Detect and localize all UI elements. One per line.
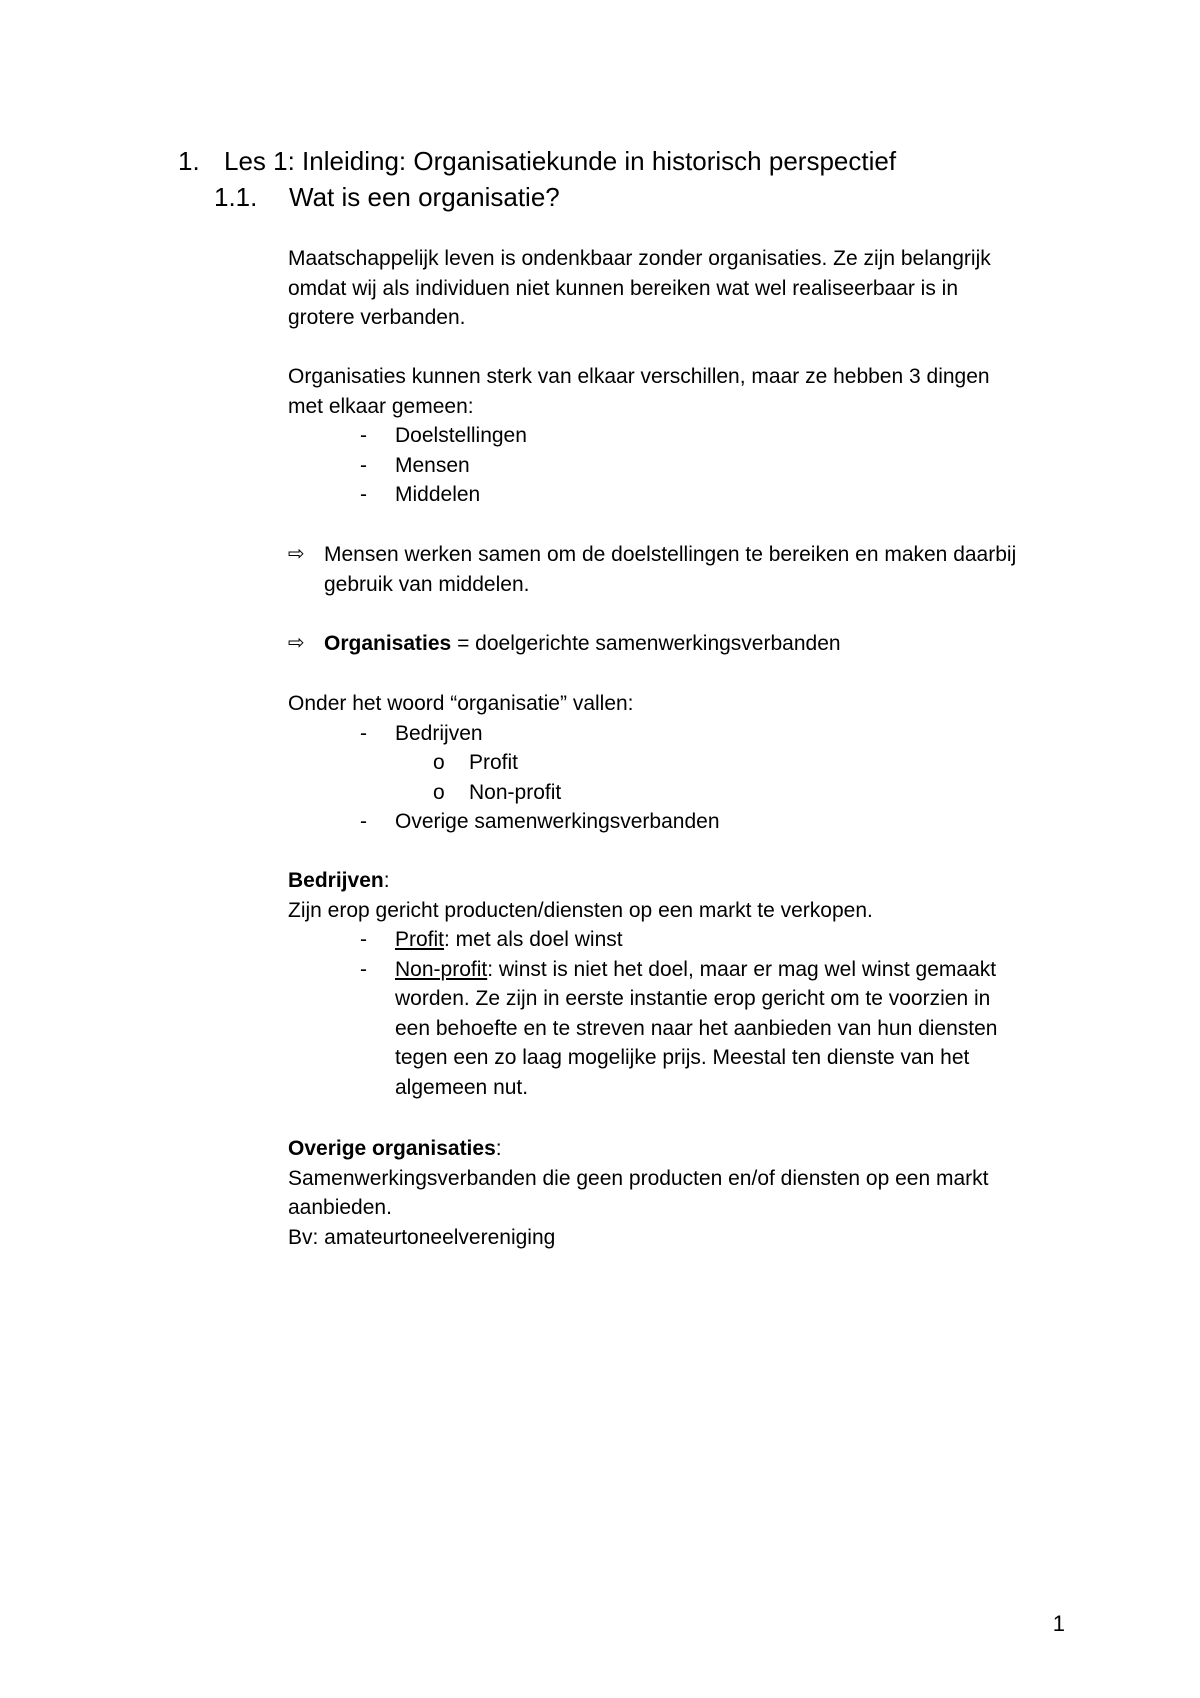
arrow-item — [288, 540, 1088, 599]
page-number: 1 — [1052, 1611, 1065, 1636]
heading-2-number: 1.1. — [214, 182, 258, 212]
arrow-right-icon: ⇨ — [288, 632, 305, 654]
overige-section — [288, 1134, 1088, 1252]
list-item-label: Doelstellingen — [395, 424, 527, 447]
dash-bullet-icon: - — [360, 483, 367, 506]
intro-line: Maatschappelijk leven is ondenkbaar zonder organisaties. Ze zijn belangrijk — [288, 247, 991, 270]
nonprofit-term: Non-profit — [395, 957, 488, 981]
dash-bullet-icon: - — [360, 928, 367, 951]
types-list — [288, 719, 1088, 837]
list-item-label: Bedrijven — [395, 721, 483, 745]
dash-bullet-icon: - — [360, 810, 367, 833]
overige-line: aanbieden. — [288, 1196, 392, 1219]
sub-list-item-label: Profit — [469, 751, 519, 774]
circle-bullet-icon: o — [433, 780, 445, 804]
nonprofit-line: een behoefte en te streven naar het aanbieden van hun diensten — [395, 1016, 998, 1040]
list-item — [288, 480, 1088, 510]
list-item — [288, 719, 1088, 749]
nonprofit-line: tegen een zo laag mogelijke prijs. Meestal ten dienste van het — [395, 1046, 970, 1069]
list-item — [288, 955, 1088, 1103]
common-line: Organisaties kunnen sterk van elkaar verschillen, maar ze hebben 3 dingen — [288, 365, 990, 388]
circle-bullet-icon: o — [433, 751, 445, 774]
bedrijven-list — [288, 925, 1088, 1102]
nonprofit-text: : winst is niet het doel, maar er mag wel winst gemaakt — [487, 957, 997, 981]
dash-bullet-icon: - — [360, 424, 367, 447]
dash-bullet-icon: - — [360, 957, 367, 981]
dash-bullet-icon: - — [360, 721, 367, 745]
sub-list-item — [288, 748, 1088, 778]
bedrijven-heading: Bedrijven — [288, 869, 384, 892]
intro-line: omdat wij als individuen niet kunnen bereiken wat wel realiseerbaar is in — [288, 276, 959, 300]
conclusion-line: gebruik van middelen. — [324, 572, 530, 596]
section-heading — [288, 866, 1088, 896]
common-list — [288, 421, 1088, 510]
conclusion-2 — [288, 629, 1088, 659]
list-item — [288, 807, 1088, 837]
common-paragraph — [288, 362, 1088, 510]
intro-line: grotere verbanden. — [288, 306, 466, 329]
list-item — [288, 451, 1088, 481]
conclusion-1 — [288, 540, 1088, 599]
profit-text: : met als doel winst — [444, 928, 623, 951]
heading-colon: : — [495, 1137, 502, 1160]
list-item-label: Overige samenwerkingsverbanden — [395, 810, 720, 833]
profit-line — [395, 925, 1088, 955]
list-item — [288, 421, 1088, 451]
bedrijven-line: Zijn erop gericht producten/diensten op een markt te verkopen. — [288, 898, 873, 922]
list-item-label: Middelen — [395, 483, 481, 506]
conclusion-line: Mensen werken samen om de doelstellingen te bereiken en maken daarbij — [324, 543, 1017, 566]
types-intro: Onder het woord “organisatie” vallen: — [288, 692, 634, 715]
heading-1-title: Les 1: Inleiding: Organisatiekunde in historisch perspectief — [224, 146, 897, 176]
intro-paragraph — [288, 244, 1088, 333]
list-item — [288, 925, 1088, 955]
nonprofit-line — [395, 955, 1088, 985]
definition-line — [324, 629, 1088, 659]
profit-term: Profit — [395, 928, 445, 951]
bedrijven-section — [288, 866, 1088, 1102]
sub-list-item — [288, 778, 1088, 808]
list-item-label: Mensen — [395, 453, 470, 477]
overige-line: Bv: amateurtoneelvereniging — [288, 1225, 556, 1249]
arrow-item — [288, 629, 1088, 659]
common-line: met elkaar gemeen: — [288, 394, 474, 418]
nonprofit-line: algemeen nut. — [395, 1075, 529, 1099]
sub-list-item-label: Non-profit — [469, 780, 562, 804]
arrow-right-icon: ⇨ — [288, 543, 305, 565]
heading-colon: : — [383, 869, 390, 892]
types-section — [288, 689, 1088, 837]
overige-heading: Overige organisaties — [288, 1137, 496, 1160]
definition-text: = doelgerichte samenwerkingsverbanden — [451, 632, 841, 655]
nonprofit-line: worden. Ze zijn in eerste instantie erop gericht om te voorzien in — [395, 987, 991, 1010]
overige-line: Samenwerkingsverbanden die geen producten en/of diensten op een markt — [288, 1166, 989, 1190]
section-heading — [288, 1134, 1088, 1164]
heading-1-number: 1. — [178, 146, 200, 176]
heading-2-title: Wat is een organisatie? — [289, 182, 560, 212]
definition-term: Organisaties — [324, 632, 452, 655]
dash-bullet-icon: - — [360, 453, 367, 477]
